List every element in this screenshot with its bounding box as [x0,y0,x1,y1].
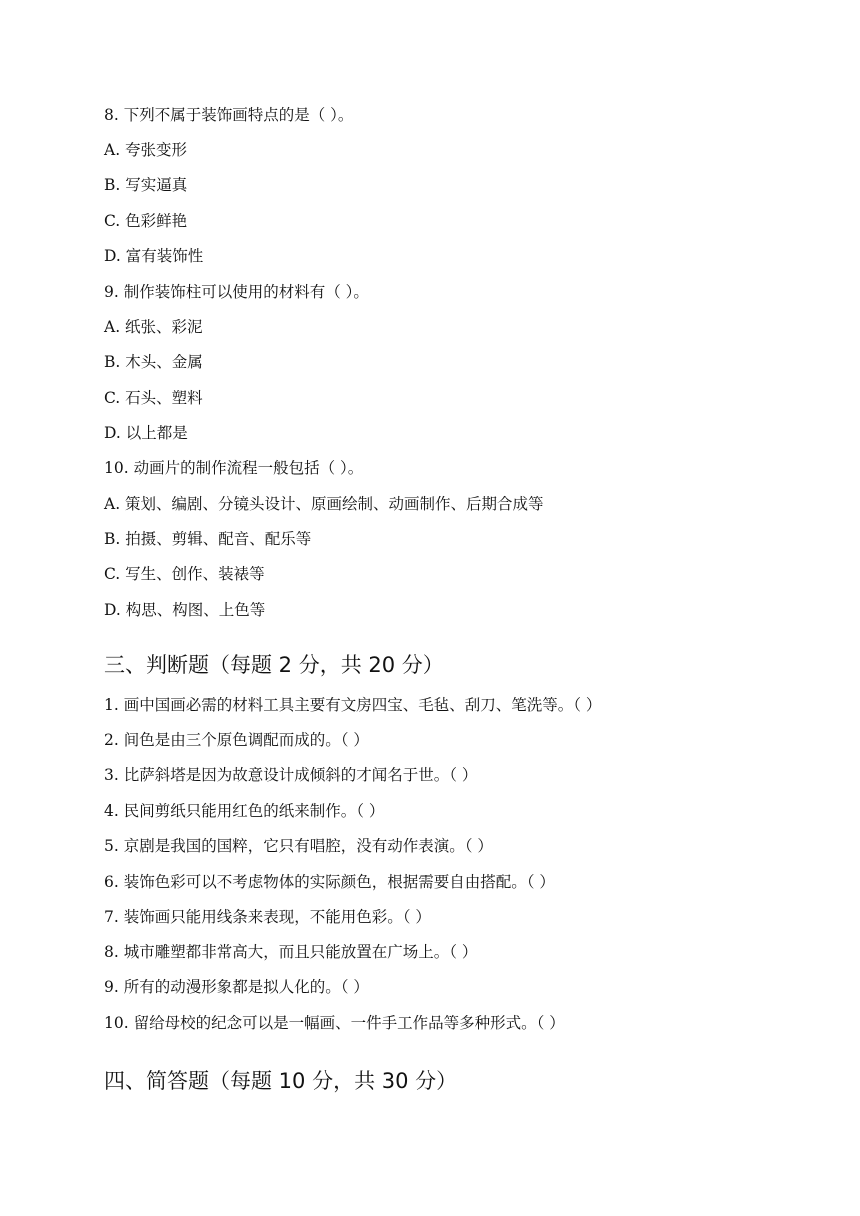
judge-item-10: 10. 留给母校的纪念可以是一幅画、一件手工作品等多种形式。（ ） [104,1014,565,1032]
judge-item-4: 4. 民间剪纸只能用红色的纸来制作。（ ） [104,802,385,820]
section-short-title: 四、简答题（每题 10 分，共 30 分） [104,1069,458,1093]
judge-item-7: 7. 装饰画只能用线条来表现，不能用色彩。（ ） [104,908,431,926]
question-10-option-a: A. 策划、编剧、分镜头设计、原画绘制、动画制作、后期合成等 [104,495,544,513]
question-8-stem: 8. 下列不属于装饰画特点的是（ ）。 [104,106,354,124]
judge-item-5: 5. 京剧是我国的国粹，它只有唱腔，没有动作表演。（ ） [104,837,493,855]
question-10-option-c: C. 写生、创作、装裱等 [104,565,265,583]
judge-item-6: 6. 装饰色彩可以不考虑物体的实际颜色，根据需要自由搭配。（ ） [104,873,555,891]
question-8-option-d: D. 富有装饰性 [104,247,204,265]
question-9-stem: 9. 制作装饰柱可以使用的材料有（ ）。 [104,283,369,301]
question-10-option-b: B. 拍摄、剪辑、配音、配乐等 [104,530,312,548]
section-judge-title: 三、判断题（每题 2 分，共 20 分） [104,653,444,677]
question-9-option-b: B. 木头、金属 [104,353,203,371]
question-9-option-c: C. 石头、塑料 [104,389,203,407]
question-8-option-a: A. 夸张变形 [104,141,188,159]
question-8-option-c: C. 色彩鲜艳 [104,212,188,230]
judge-item-2: 2. 间色是由三个原色调配而成的。（ ） [104,731,369,749]
judge-item-9: 9. 所有的动漫形象都是拟人化的。（ ） [104,978,369,996]
question-9-option-a: A. 纸张、彩泥 [104,318,203,336]
question-9-option-d: D. 以上都是 [104,424,188,442]
judge-item-3: 3. 比萨斜塔是因为故意设计成倾斜的才闻名于世。（ ） [104,766,478,784]
judge-item-1: 1. 画中国画必需的材料工具主要有文房四宝、毛毡、刮刀、笔洗等。（ ） [104,696,602,714]
judge-item-8: 8. 城市雕塑都非常高大，而且只能放置在广场上。（ ） [104,943,478,961]
question-10-stem: 10. 动画片的制作流程一般包括（ ）。 [104,459,364,477]
question-10-option-d: D. 构思、构图、上色等 [104,601,266,619]
question-8-option-b: B. 写实逼真 [104,176,188,194]
